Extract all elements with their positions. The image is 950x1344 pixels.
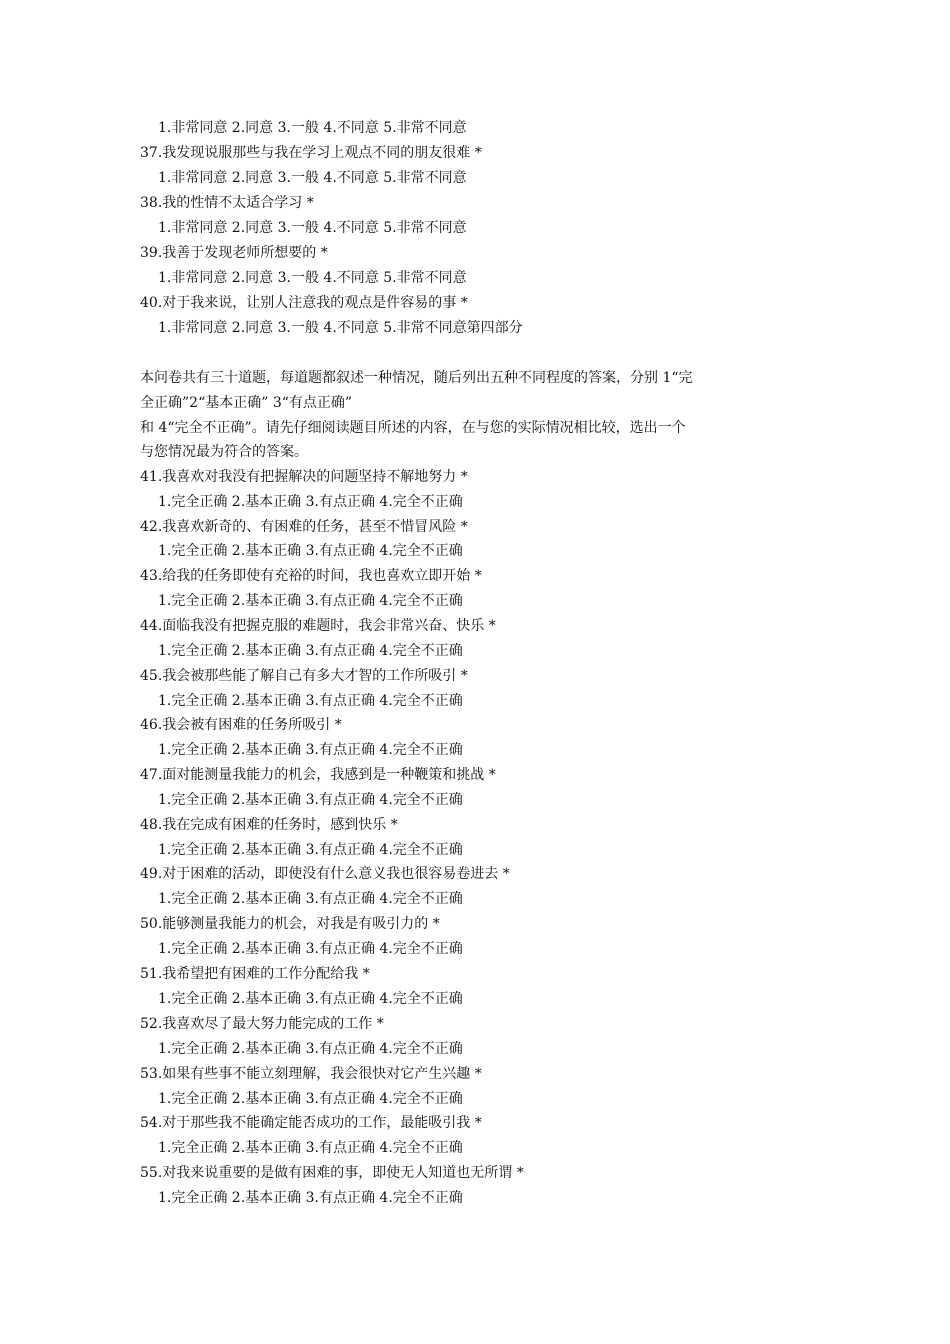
intro-line-2: 全正确”2“基本正确” 3“有点正确” xyxy=(140,395,353,411)
question-43: 43.给我的任务即使有充裕的时间，我也喜欢立即开始 * xyxy=(140,568,482,584)
intro-line-3: 和 4“完全不正确”。请先仔细阅读题目所述的内容，在与您的实际情况相比较，选出一个 xyxy=(140,420,686,436)
answer-options: 1.非常同意 2.同意 3.一般 4.不同意 5.非常不同意 xyxy=(158,220,467,236)
question-37: 37.我发现说服那些与我在学习上观点不同的朋友很难 * xyxy=(140,145,482,161)
question-41: 41.我喜欢对我没有把握解决的问题坚持不解地努力 * xyxy=(140,469,468,485)
question-45: 45.我会被那些能了解自己有多大才智的工作所吸引 * xyxy=(140,668,468,684)
answer-options: 1.完全正确 2.基本正确 3.有点正确 4.完全不正确 xyxy=(158,643,463,659)
question-49: 49.对于困难的活动，即使没有什么意义我也很容易卷进去 * xyxy=(140,866,510,882)
question-48: 48.我在完成有困难的任务时，感到快乐 * xyxy=(140,817,398,833)
answer-options: 1.完全正确 2.基本正确 3.有点正确 4.完全不正确 xyxy=(158,593,463,609)
question-50: 50.能够测量我能力的机会，对我是有吸引力的 * xyxy=(140,916,440,932)
question-55: 55.对我来说重要的是做有困难的事，即使无人知道也无所谓 * xyxy=(140,1165,524,1181)
question-38: 38.我的性情不太适合学习 * xyxy=(140,195,314,211)
question-51: 51.我希望把有困难的工作分配给我 * xyxy=(140,966,370,982)
intro-line-1: 本问卷共有三十道题，每道题都叙述一种情况，随后列出五种不同程度的答案，分别 1“完 xyxy=(140,370,693,386)
answer-options: 1.完全正确 2.基本正确 3.有点正确 4.完全不正确 xyxy=(158,494,463,510)
question-39: 39.我善于发现老师所想要的 * xyxy=(140,245,328,261)
question-44: 44.面临我没有把握克服的难题时，我会非常兴奋、快乐 * xyxy=(140,618,496,634)
question-53: 53.如果有些事不能立刻理解，我会很快对它产生兴趣 * xyxy=(140,1066,482,1082)
question-54: 54.对于那些我不能确定能否成功的工作，最能吸引我 * xyxy=(140,1115,482,1131)
question-40: 40.对于我来说，让别人注意我的观点是件容易的事 * xyxy=(140,295,468,311)
answer-options: 1.完全正确 2.基本正确 3.有点正确 4.完全不正确 xyxy=(158,742,463,758)
intro-line-4: 与您情况最为符合的答案。 xyxy=(140,444,308,460)
answer-options: 1.非常同意 2.同意 3.一般 4.不同意 5.非常不同意 xyxy=(158,170,467,186)
question-42: 42.我喜欢新奇的、有困难的任务，甚至不惜冒风险 * xyxy=(140,519,468,535)
answer-options: 1.完全正确 2.基本正确 3.有点正确 4.完全不正确 xyxy=(158,1091,463,1107)
question-47: 47.面对能测量我能力的机会，我感到是一种鞭策和挑战 * xyxy=(140,767,496,783)
answer-options: 1.完全正确 2.基本正确 3.有点正确 4.完全不正确 xyxy=(158,1041,463,1057)
answer-options: 1.完全正确 2.基本正确 3.有点正确 4.完全不正确 xyxy=(158,991,463,1007)
answer-options: 1.完全正确 2.基本正确 3.有点正确 4.完全不正确 xyxy=(158,792,463,808)
answer-options: 1.完全正确 2.基本正确 3.有点正确 4.完全不正确 xyxy=(158,1190,463,1206)
answer-options: 1.完全正确 2.基本正确 3.有点正确 4.完全不正确 xyxy=(158,1140,463,1156)
answer-options: 1.完全正确 2.基本正确 3.有点正确 4.完全不正确 xyxy=(158,891,463,907)
answer-options: 1.完全正确 2.基本正确 3.有点正确 4.完全不正确 xyxy=(158,693,463,709)
answer-options: 1.非常同意 2.同意 3.一般 4.不同意 5.非常不同意 xyxy=(158,120,467,136)
question-46: 46.我会被有困难的任务所吸引 * xyxy=(140,717,342,733)
answer-options: 1.完全正确 2.基本正确 3.有点正确 4.完全不正确 xyxy=(158,941,463,957)
question-52: 52.我喜欢尽了最大努力能完成的工作 * xyxy=(140,1016,384,1032)
answer-options: 1.非常同意 2.同意 3.一般 4.不同意 5.非常不同意 xyxy=(158,270,467,286)
answer-options: 1.非常同意 2.同意 3.一般 4.不同意 5.非常不同意第四部分 xyxy=(158,320,523,336)
answer-options: 1.完全正确 2.基本正确 3.有点正确 4.完全不正确 xyxy=(158,543,463,559)
answer-options: 1.完全正确 2.基本正确 3.有点正确 4.完全不正确 xyxy=(158,842,463,858)
